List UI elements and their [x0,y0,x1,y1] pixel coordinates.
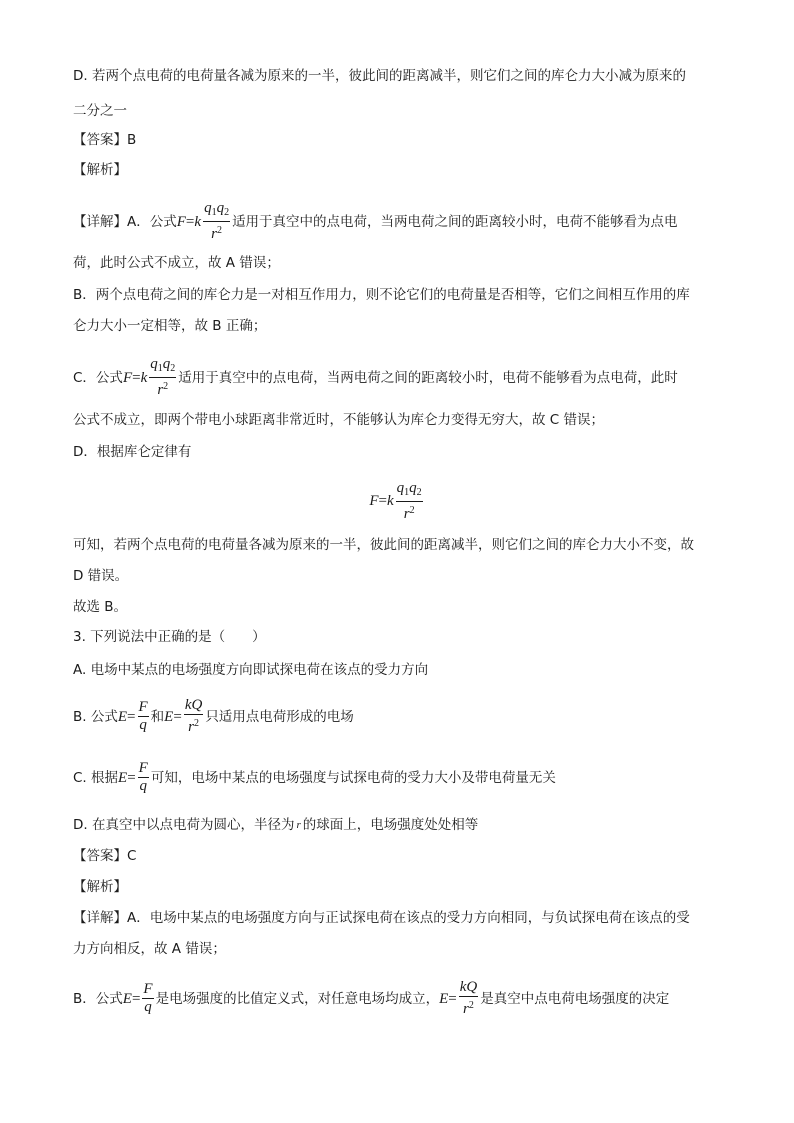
e-field-def-fraction: $\frac{F}{q}$ [143,981,153,1015]
detail-a-line [73,200,678,243]
question-3-option-b: B. 公式 E = $\frac{F}{q}$ 和 E = $\frac{kQ}{r^2}$ 只适用点电荷形成的电场 [73,697,354,735]
detail-d-line-2: D 错误。 [73,568,129,584]
e-field-def-fraction: $\frac{F}{q}$ [138,760,148,794]
detail-c-line: C．公式 F = k $\frac{q_1q_2}{r^2}$ 适用于真空中的点电荷，当两电荷之间的距离较小时，电荷不能够看为点电荷，此时 [73,356,678,398]
option-d-line-1: D. 若两个点电荷的电荷量各减为原来的一半，彼此间的距离减半，则它们之间的库仑力大小减为原来的 [73,68,686,84]
option-d-line-2: 二分之一 [73,103,127,119]
answer-label-q3: 【答案】C [73,848,137,864]
detail-a-prefix: 【详解】A．公式 [73,213,177,230]
detail-b-line-2: 仑力大小一定相等，故 B 正确； [73,318,267,334]
formula-k: k [194,213,202,230]
solution-a-line-2: 力方向相反，故 A 错误； [73,941,226,957]
analysis-label-q3: 【解析】 [73,879,127,895]
analysis-label-q2: 【解析】 [73,162,127,178]
question-3-stem: 3. 下列说法中正确的是（ ） [73,629,266,645]
detail-d-line-1: 可知，若两个点电荷的电荷量各减为原来的一半，彼此间的距离减半，则它们之间的库仑力大小不变，故 [73,537,694,553]
detail-c-suffix: 适用于真空中的点电荷，当两电荷之间的距离较小时，电荷不能够看为点电荷，此时 [178,369,678,386]
coulomb-fraction: $\frac{q_1q_2}{r^2}$ [150,356,176,398]
question-3-option-c: C. 根据 E = $\frac{F}{q}$ 可知，电场中某点的电场强度与试探电荷的受力大小及带电荷量无关 [73,760,556,794]
detail-c-cont: 公式不成立，即两个带电小球距离非常近时，不能够认为库仑力变得无穷大，故 C 错误； [73,412,605,428]
formula-F: F [176,213,186,230]
answer-label-q2: 【答案】B [73,132,137,148]
point-charge-field-fraction: $\frac{kQ}{r^2}$ [459,979,478,1017]
formula-eq: = [185,213,195,230]
choose-line: 故选 B。 [73,599,128,615]
question-3-option-d: D. 在真空中以点电荷为圆心，半径为 r 的球面上，电场强度处处相等 [73,817,479,833]
detail-a-cont: 荷，此时公式不成立，故 A 错误； [73,255,280,271]
solution-a-line-1: 【详解】A．电场中某点的电场强度方向与正试探电荷在该点的受力方向相同，与负试探电荷在该点的受 [73,910,690,926]
display-formula: F = k $\frac{q_1q_2}{r^2}$ [369,480,422,522]
detail-b-line-1: B．两个点电荷之间的库仑力是一对相互作用力，则不论它们的电荷量是否相等，它们之间相互作用的库 [73,287,690,303]
detail-c-prefix: C．公式 [73,369,123,386]
detail-a-suffix: 适用于真空中的点电荷，当两电荷之间的距离较小时，电荷不能够看为点电 [232,213,678,230]
coulomb-fraction: $\frac{q_1q_2}{r^2}$ [396,480,422,522]
coulomb-fraction: $\frac{q_1q_2}{r^2}$ [204,200,230,242]
solution-b-line: B．公式 E = $\frac{F}{q}$ 是电场强度的比值定义式，对任意电场均成立， E = $\frac{kQ}{r^2}$ 是真空中点电荷电场强度的决定 [73,979,670,1017]
point-charge-field-fraction: $\frac{kQ}{r^2}$ [184,697,203,735]
detail-d-head: D．根据库仑定律有 [73,444,192,460]
question-3-option-a: A. 电场中某点的电场强度方向即试探电荷在该点的受力方向 [73,662,429,678]
e-field-def-fraction: $\frac{F}{q}$ [138,699,148,733]
